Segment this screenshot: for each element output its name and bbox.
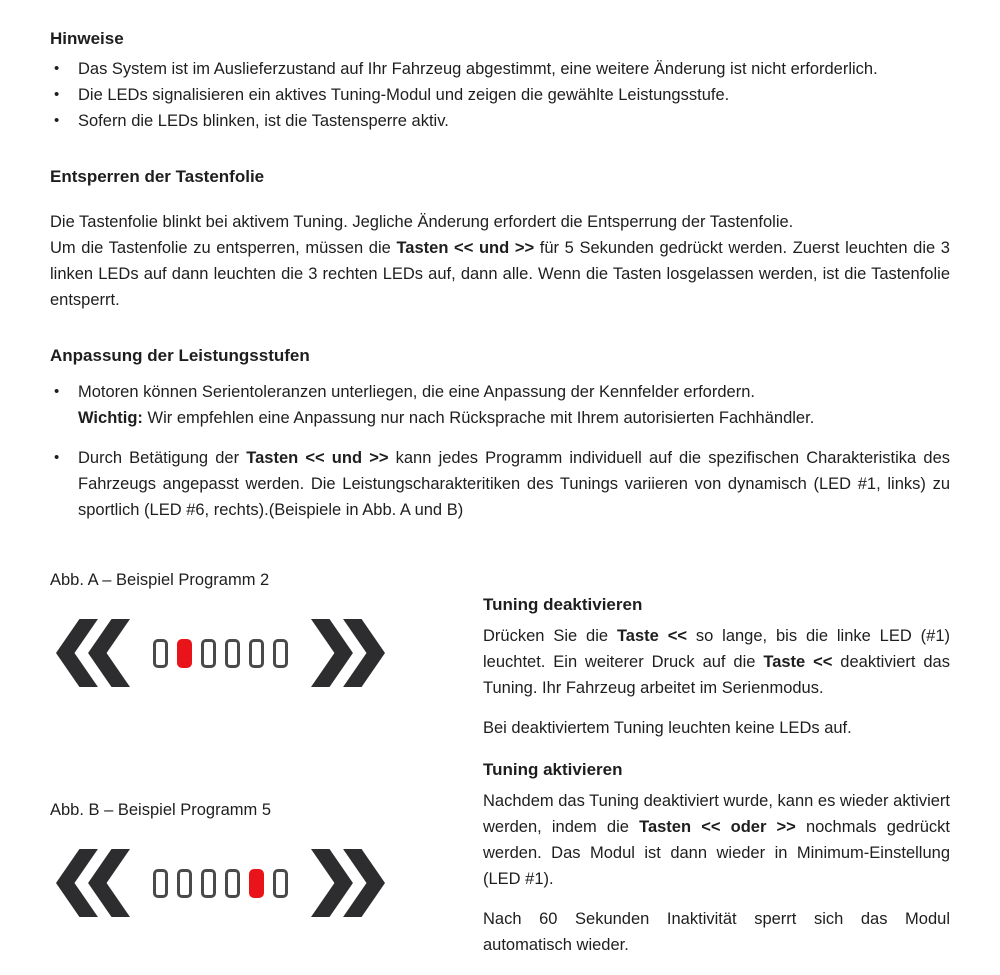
section-entsperren	[50, 164, 950, 313]
tuning-deaktivieren-paragraph-1: Drücken Sie die Taste << so lange, bis die linke LED (#1) leuchtet. Ein weiterer Druck auf die Taste << deaktiviert das Tuning. Ihr Fahrzeug arbeitet im Serienmodus.	[483, 627, 951, 697]
led-4	[225, 869, 240, 898]
figure-a-caption: Abb. A – Beispiel Programm 2	[50, 571, 270, 589]
led-2	[177, 869, 192, 898]
hinweise-bullet-1: • Das System ist im Auslieferzustand auf Ihr Fahrzeug abgestimmt, eine weitere Änderung ist nicht erforderlich.	[50, 56, 950, 82]
heading-entsperren: Entsperren der Tastenfolie	[50, 167, 265, 186]
led-4	[225, 639, 240, 668]
led-6	[273, 639, 288, 668]
chevron-right-double-icon	[311, 849, 385, 917]
entsperren-paragraph-1: Die Tastenfolie blinkt bei aktivem Tuning. Jegliche Änderung erfordert die Entsperrung der Tastenfolie.	[50, 213, 794, 231]
anpassung-bullet-list	[50, 379, 950, 523]
heading-tuning-deaktivieren: Tuning deaktivieren	[483, 595, 643, 614]
led-3	[201, 869, 216, 898]
chevron-left-double-icon	[56, 619, 130, 687]
anpassung-bullet-1	[50, 379, 950, 431]
hinweise-bullet-3: • Sofern die LEDs blinken, ist die Tastensperre aktiv.	[50, 108, 950, 134]
figure-a-led-row	[153, 639, 288, 668]
tuning-aktivieren-paragraph-1: Nachdem das Tuning deaktiviert wurde, kann es wieder aktiviert werden, indem die Tasten << oder >> nochmals gedrückt werden. Das Modul ist dann wieder in Minimum-Einstellung (LED #1).	[483, 792, 950, 888]
anpassung-bullet-1-line-1: • Motoren können Serientoleranzen unterliegen, die eine Anpassung der Kennfelder erfordern.	[78, 383, 755, 401]
figures-and-tuning-columns	[50, 567, 950, 972]
led-5	[249, 639, 264, 668]
heading-hinweise: Hinweise	[50, 29, 124, 48]
chevron-right-double-icon	[311, 619, 385, 687]
tuning-aktivieren-paragraph-2: Nach 60 Sekunden Inaktivität sperrt sich das Modul automatisch wieder.	[483, 910, 950, 954]
hinweise-bullet-list	[50, 56, 950, 134]
entsperren-paragraph-2: Um die Tastenfolie zu entsperren, müssen die Tasten << und >> für 5 Sekunden gedrückt werden. Zuerst leuchten die 3 linken LEDs auf dann leuchten die 3 rechten LEDs auf, dann alle. Wenn die Tasten losgelassen werden, ist die Tastenfolie entsperrt.	[50, 239, 950, 309]
heading-tuning-aktivieren: Tuning aktivieren	[483, 760, 623, 779]
section-hinweise	[50, 26, 950, 134]
figure-b-caption: Abb. B – Beispiel Programm 5	[50, 801, 272, 819]
led-2-active	[177, 639, 192, 668]
figure-a-led-panel	[56, 619, 483, 687]
led-3	[201, 639, 216, 668]
led-5-active	[249, 869, 264, 898]
chevron-left-double-icon	[56, 849, 130, 917]
tuning-deaktivieren-paragraph-2: Bei deaktiviertem Tuning leuchten keine LEDs auf.	[483, 719, 852, 737]
heading-anpassung: Anpassung der Leistungsstufen	[50, 346, 310, 365]
anpassung-bullet-1-line-2: Wichtig: Wir empfehlen eine Anpassung nur nach Rücksprache mit Ihrem autorisierten Fachhändler.	[78, 409, 815, 427]
figure-b-led-row	[153, 869, 288, 898]
figures-column	[50, 567, 483, 972]
section-anpassung	[50, 343, 950, 523]
led-1	[153, 639, 168, 668]
tuning-column	[483, 592, 950, 972]
figure-b-led-panel	[56, 849, 483, 917]
led-6	[273, 869, 288, 898]
anpassung-bullet-2: • Durch Betätigung der Tasten << und >> kann jedes Programm individuell auf die spezifischen Charakteristika des Fahrzeugs angepasst werden. Die Leistungscharakteritiken des Tunings variieren von dynamisch (LED #1, links) zu sportlich (LED #6, rechts).(Beispiele in Abb. A und B)	[50, 445, 950, 523]
led-1	[153, 869, 168, 898]
hinweise-bullet-2: • Die LEDs signalisieren ein aktives Tuning-Modul und zeigen die gewählte Leistungsstufe.	[50, 82, 950, 108]
